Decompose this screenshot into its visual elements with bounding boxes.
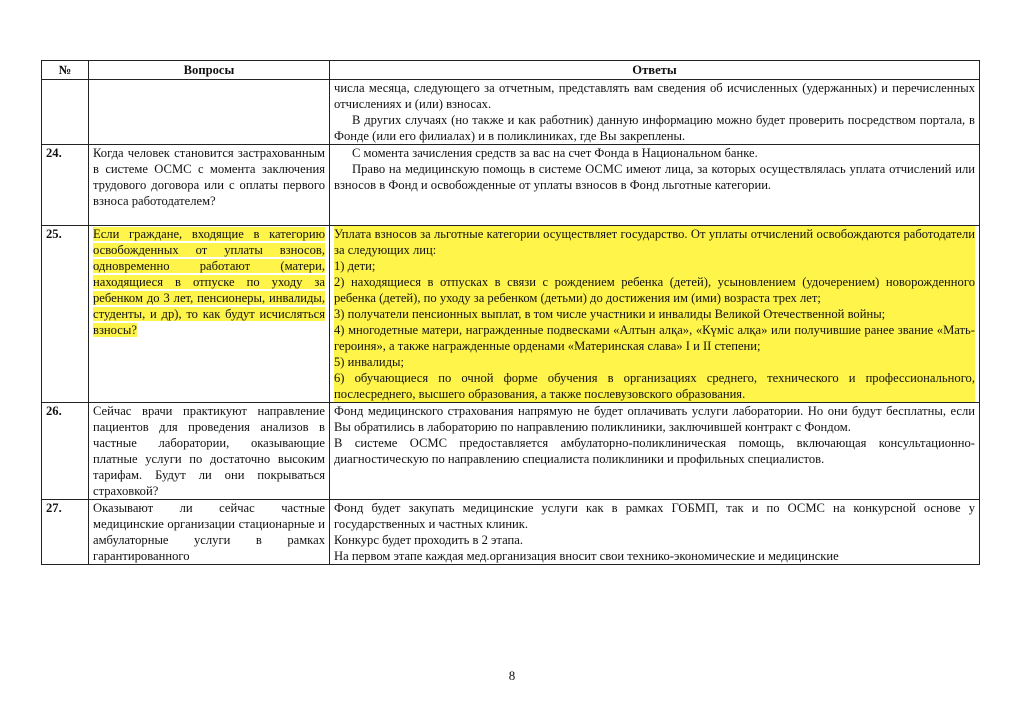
answer-paragraph: На первом этапе каждая мед.организация вносит свои технико-экономические и медицинские <box>334 549 839 563</box>
answer-list-item: 4) многодетные матери, награжденные подвесками «Алтын алқа», «Күміс алқа» или получившие ранее звание «Мать-героиня», а также награжденные орденами «Материнская слава» I и II степени; <box>334 323 975 353</box>
table-row <box>42 403 980 500</box>
header-number: № <box>42 61 89 80</box>
row-question: Оказывают ли сейчас частные медицинские организации стационарные и амбулаторные услуги в рамках гарантированного <box>89 500 330 565</box>
answer-paragraph: Право на медицинскую помощь в системе ОСМС имеют лица, за которых осуществлялась уплата отчислений или взносов в Фонд и освобожденные от уплаты взносов в Фонд льготные категории. <box>334 162 975 192</box>
table-row <box>42 500 980 565</box>
answer-list-item: 3) получатели пенсионных выплат, в том числе участники и инвалиды Великой Отечественной войны; <box>334 306 975 322</box>
row-number: 24. <box>42 145 89 226</box>
answer-list-item: 1) дети; <box>334 258 975 274</box>
table-row <box>42 80 980 145</box>
answer-paragraph: Фонд будет закупать медицинские услуги как в рамках ГОБМП, так и по ОСМС на конкурсной основе у государственных и частных клиник. <box>334 501 975 531</box>
row-question: Сейчас врачи практикуют направление пациентов для проведения анализов в частные лаборатории, оказывающие платные услуги по достаточно высоким тарифам. Будут ли они покрываться страховкой? <box>89 403 330 500</box>
answer-paragraph: С момента зачисления средств за вас на счет Фонда в Национальном банке. <box>352 146 758 160</box>
row-answer <box>330 80 980 145</box>
qa-table <box>41 60 980 565</box>
answer-list-item: 6) обучающиеся по очной форме обучения в организациях среднего, технического и профессионального, послесреднего, высшего образования, а также послевузовского образования. <box>334 371 975 401</box>
header-questions: Вопросы <box>89 61 330 80</box>
table-header-row <box>42 61 980 80</box>
table-row <box>42 145 980 226</box>
row-answer <box>330 226 980 403</box>
header-answers: Ответы <box>330 61 980 80</box>
row-answer <box>330 403 980 500</box>
answer-paragraph: В других случаях (но также и как работник) данную информацию можно будет проверить посредством портала, в Фонде (или его филиалах) и в поликлиниках, где Вы закреплены. <box>334 113 975 143</box>
row-answer <box>330 145 980 226</box>
highlighted-question: Если граждане, входящие в категорию освобожденных от уплаты взносов, одновременно работают (матери, находящиеся в отпуске по уходу за ребенком до 3 лет, пенсионеры, инвалиды, студенты, и др), то как будут исчисляться взносы? <box>93 227 325 337</box>
row-question: Когда человек становится застрахованным в системе ОСМС с момента заключения трудового договора или с оплаты первого взноса работодателем? <box>89 145 330 226</box>
row-number: 27. <box>42 500 89 565</box>
page-number: 8 <box>508 668 516 683</box>
row-answer <box>330 500 980 565</box>
answer-paragraph: Фонд медицинского страхования напрямую не будет оплачивать услуги лаборатории. Но они будут бесплатны, если Вы обратились в лабораторию по направлению поликлиники, заключившей контракт с Фондом. <box>334 404 975 434</box>
row-number: 25. <box>42 226 89 403</box>
answer-paragraph: Уплата взносов за льготные категории осуществляет государство. От уплаты отчислений освобождаются работодатели за следующих лиц: <box>334 227 975 257</box>
answer-list-item: 2) находящиеся в отпусках в связи с рождением ребенка (детей), усыновлением (удочерением) новорожденного ребенка (детей), по уходу за ребенком (детьми) до достижения им (ими) возраста трех лет; <box>334 275 975 305</box>
answer-list-item: 5) инвалиды; <box>334 354 975 370</box>
row-number: 26. <box>42 403 89 500</box>
answer-paragraph: Конкурс будет проходить в 2 этапа. <box>334 533 523 547</box>
answer-paragraph: В системе ОСМС предоставляется амбулаторно-поликлиническая помощь, включающая консультационно-диагностическую по направлению специалиста поликлиники и профильных специалистов. <box>334 436 975 466</box>
row-question <box>89 80 330 145</box>
row-number <box>42 80 89 145</box>
answer-paragraph: числа месяца, следующего за отчетным, представлять вам сведения об исчисленных (удержанных) и перечисленных отчислениях и (или) взносах. <box>334 81 975 111</box>
row-question <box>89 226 330 403</box>
table-row <box>42 226 980 403</box>
